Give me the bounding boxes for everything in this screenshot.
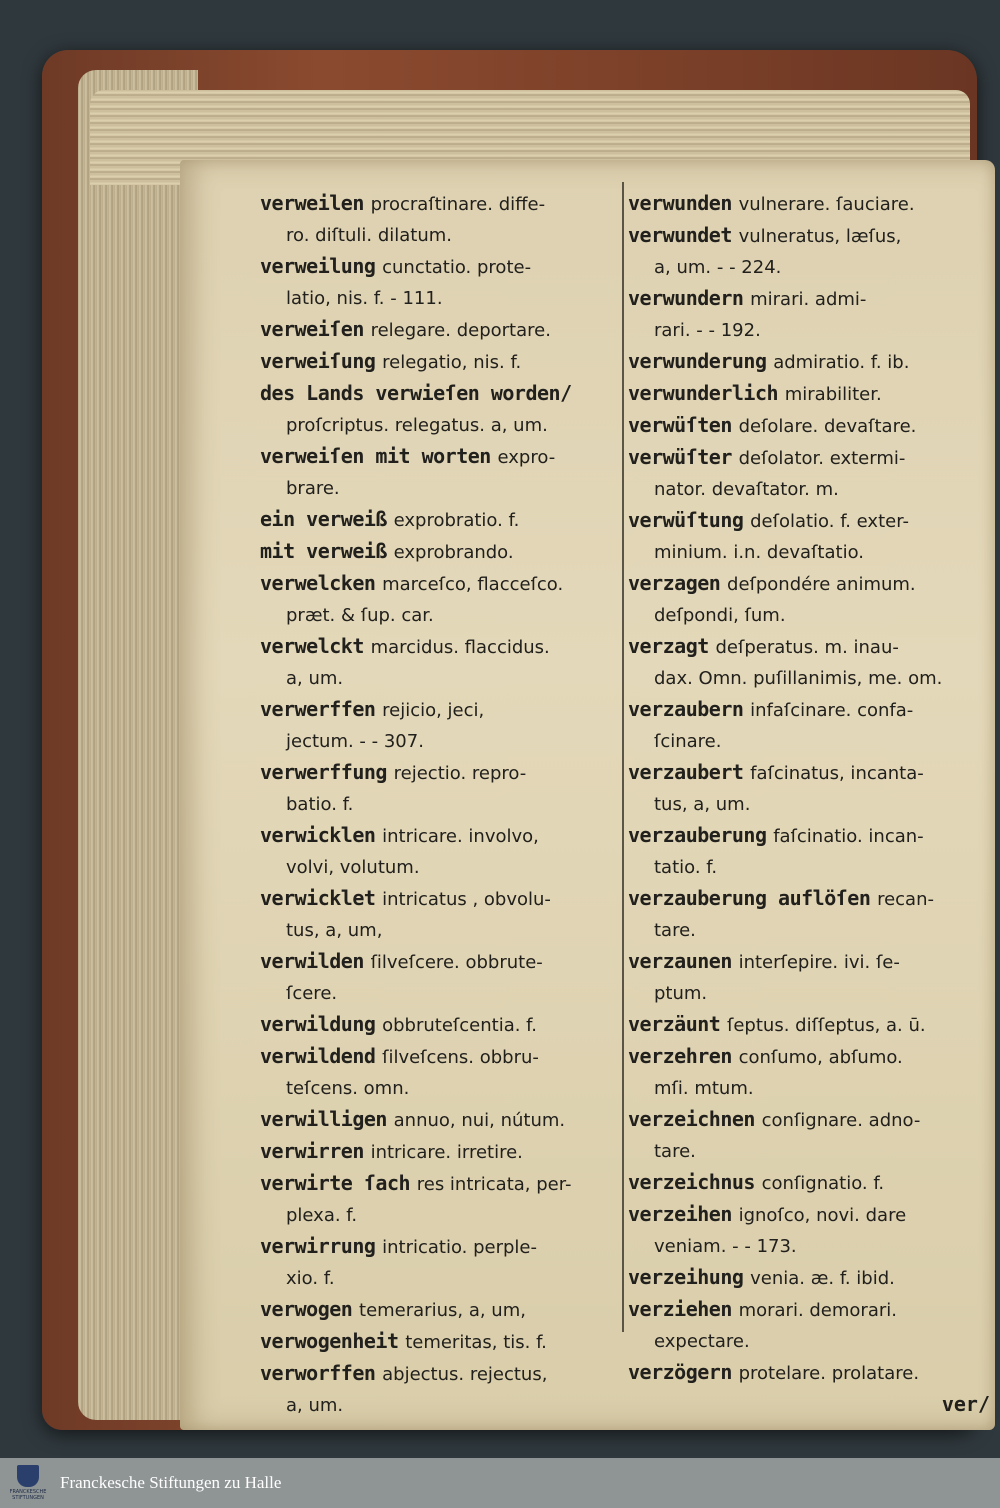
- entry-definition: cunctatio. prote-: [382, 257, 532, 278]
- dictionary-entry: [260, 1168, 620, 1200]
- dictionary-entry: [260, 1104, 620, 1136]
- entry-definition: procraſtinare. diffe-: [370, 194, 546, 215]
- dictionary-entry: [260, 946, 620, 978]
- entry-headword: verwirte ſach: [260, 1171, 411, 1195]
- entry-headword: verzauberung: [628, 823, 767, 847]
- entry-headword: verzeichnen: [628, 1107, 755, 1131]
- dictionary-entry: [260, 441, 620, 473]
- entry-headword: verzeihung: [628, 1265, 744, 1289]
- dictionary-entry: [628, 378, 990, 410]
- entry-definition: admiratio. f. ib.: [773, 352, 910, 373]
- column-divider: [622, 182, 624, 1332]
- entry-continuation: præt. & ſup. car.: [286, 605, 434, 626]
- entry-definition: exprobrando.: [393, 542, 514, 563]
- entry-definition: temerarius, a, um,: [359, 1300, 526, 1321]
- entry-headword: ein verweiß: [260, 507, 387, 531]
- entry-definition: conſignare. adno-: [761, 1110, 921, 1131]
- entry-continuation: tus, a, um,: [286, 920, 383, 941]
- entry-continuation: xio. f.: [286, 1268, 335, 1289]
- dictionary-entry: [628, 883, 990, 915]
- dictionary-entry: [260, 1326, 620, 1358]
- left-column: [260, 188, 620, 1421]
- entry-continuation: nator. devaſtator. m.: [654, 479, 839, 500]
- dictionary-entry: [628, 568, 990, 600]
- entry-definition: ignoſco, novi. dare: [738, 1205, 907, 1226]
- entry-headword: verzeichnus: [628, 1170, 755, 1194]
- entry-definition: conſignatio. f.: [761, 1173, 885, 1194]
- entry-headword: verzaubert: [628, 760, 744, 784]
- entry-headword: verwunden: [628, 191, 732, 215]
- entry-headword: verzagt: [628, 634, 709, 658]
- entry-definition: intricatio. perple-: [382, 1237, 537, 1258]
- entry-definition: intricare. irretire.: [370, 1142, 523, 1163]
- entry-definition: intricare. involvo,: [382, 826, 539, 847]
- entry-headword: verwicklet: [260, 886, 376, 910]
- entry-headword: verzäunt: [628, 1012, 721, 1036]
- entry-definition: ſilveſcere. obbrute-: [370, 952, 543, 973]
- dictionary-entry: [628, 694, 990, 726]
- entry-continuation: deſpondi, ſum.: [654, 605, 786, 626]
- dictionary-entry: [260, 1358, 620, 1390]
- entry-continuation: brare.: [286, 478, 340, 499]
- entry-headword: verweiſung: [260, 349, 376, 373]
- entry-definition: vulneratus, læſus,: [738, 226, 902, 247]
- entry-headword: verwerffen: [260, 697, 376, 721]
- dictionary-entry: [628, 283, 990, 315]
- dictionary-entry: [260, 188, 620, 220]
- entry-continuation: ptum.: [654, 983, 708, 1004]
- dictionary-entry: [628, 410, 990, 442]
- entry-headword: verwelcken: [260, 571, 376, 595]
- entry-definition: deſolare. devaſtare.: [738, 416, 917, 437]
- dictionary-entry: [628, 1357, 990, 1389]
- entry-continuation: tare.: [654, 920, 696, 941]
- entry-headword: verzaunen: [628, 949, 732, 973]
- dictionary-entry: [628, 946, 990, 978]
- dictionary-entry: [628, 1294, 990, 1326]
- entry-headword: verwildung: [260, 1012, 376, 1036]
- entry-definition: recan-: [877, 889, 934, 910]
- dictionary-entry: [260, 536, 620, 568]
- entry-definition: deſperatus. m. inau-: [715, 637, 899, 658]
- dictionary-entry: [260, 1041, 620, 1073]
- entry-headword: verweilen: [260, 191, 364, 215]
- entry-definition: marcidus. flaccidus.: [370, 637, 550, 658]
- entry-headword: mit verweiß: [260, 539, 387, 563]
- entry-headword: verwunderlich: [628, 381, 779, 405]
- entry-headword: verwirren: [260, 1139, 364, 1163]
- entry-headword: verzögern: [628, 1360, 732, 1384]
- entry-definition: venia. æ. f. ibid.: [750, 1268, 895, 1289]
- entry-continuation: tare.: [654, 1141, 696, 1162]
- entry-definition: rejectio. repro-: [393, 763, 527, 784]
- entry-headword: verwerffung: [260, 760, 387, 784]
- entry-headword: verwelckt: [260, 634, 364, 658]
- entry-definition: vulnerare. ſauciare.: [738, 194, 915, 215]
- dictionary-entry: [628, 1104, 990, 1136]
- dictionary-entry: [260, 820, 620, 852]
- entry-continuation: volvi, volutum.: [286, 857, 420, 878]
- dictionary-entry: [628, 1167, 990, 1199]
- entry-definition: ſilveſcens. obbru-: [382, 1047, 539, 1068]
- entry-headword: verwundet: [628, 223, 732, 247]
- dictionary-entry: [628, 1262, 990, 1294]
- entry-headword: verweilung: [260, 254, 376, 278]
- entry-continuation: plexa. f.: [286, 1205, 358, 1226]
- dictionary-entry: [628, 346, 990, 378]
- catchword: ver/: [941, 1392, 990, 1416]
- entry-continuation: teſcens. omn.: [286, 1078, 410, 1099]
- dictionary-entry: [628, 631, 990, 663]
- entry-headword: verwilden: [260, 949, 364, 973]
- dictionary-entry: [260, 1136, 620, 1168]
- entry-definition: faſcinatio. incan-: [773, 826, 924, 847]
- entry-definition: intricatus , obvolu-: [382, 889, 551, 910]
- entry-continuation: a, um.: [286, 668, 344, 689]
- footer-title: Franckesche Stiftungen zu Halle: [60, 1473, 282, 1492]
- dictionary-entry: [260, 251, 620, 283]
- entry-definition: obbruteſcentia. f.: [382, 1015, 537, 1036]
- entry-headword: verweiſen: [260, 317, 364, 341]
- dictionary-entry: [628, 505, 990, 537]
- institution-logo[interactable]: [8, 1460, 48, 1506]
- book-page: [180, 160, 995, 1430]
- entry-definition: interſepire. ivi. ſe-: [738, 952, 900, 973]
- entry-definition: exprobratio. f.: [393, 510, 520, 531]
- entry-continuation: veniam. - - 173.: [654, 1236, 797, 1257]
- entry-definition: deſolatio. f. exter-: [750, 511, 909, 532]
- dictionary-entry: [260, 378, 620, 410]
- entry-headword: verwogenheit: [260, 1329, 399, 1353]
- entry-continuation: ſcinare.: [654, 731, 722, 752]
- dictionary-entry: [260, 1294, 620, 1326]
- entry-continuation: mſi. mtum.: [654, 1078, 754, 1099]
- dictionary-entry: [260, 1231, 620, 1263]
- entry-continuation: batio. f.: [286, 794, 354, 815]
- entry-definition: expro-: [497, 447, 556, 468]
- entry-definition: conſumo, abſumo.: [738, 1047, 903, 1068]
- entry-definition: protelare. prolatare.: [738, 1363, 920, 1384]
- dictionary-entry: [260, 631, 620, 663]
- dictionary-entry: [628, 757, 990, 789]
- entry-definition: relegatio, nis. f.: [382, 352, 522, 373]
- entry-headword: verwicklen: [260, 823, 376, 847]
- entry-definition: deſpondére animum.: [727, 574, 916, 595]
- dictionary-entry: [260, 314, 620, 346]
- dictionary-entry: [260, 346, 620, 378]
- entry-definition: mirari. admi-: [750, 289, 867, 310]
- dictionary-entry: [260, 568, 620, 600]
- entry-definition: res intricata, per-: [416, 1174, 572, 1195]
- entry-headword: des Lands verwieſen worden/: [260, 381, 572, 405]
- entry-continuation: dax. Omn. puſillanimis, me. om.: [654, 668, 943, 689]
- entry-headword: verwogen: [260, 1297, 353, 1321]
- dictionary-entry: [628, 1199, 990, 1231]
- dictionary-entry: [260, 504, 620, 536]
- entry-headword: verzehren: [628, 1044, 732, 1068]
- entry-headword: verwirrung: [260, 1234, 376, 1258]
- entry-definition: faſcinatus, incanta-: [750, 763, 924, 784]
- entry-continuation: a, um. - - 224.: [654, 257, 782, 278]
- entry-continuation: minium. i.n. devaſtatio.: [654, 542, 864, 563]
- entry-headword: verzagen: [628, 571, 721, 595]
- dictionary-entry: [628, 1009, 990, 1041]
- entry-headword: verwilligen: [260, 1107, 387, 1131]
- entry-continuation: proſcriptus. relegatus. a, um.: [286, 415, 548, 436]
- entry-headword: verworffen: [260, 1361, 376, 1385]
- entry-definition: ſeptus. diſſeptus, a. ū.: [727, 1015, 926, 1036]
- entry-headword: verwildend: [260, 1044, 376, 1068]
- entry-headword: verwundern: [628, 286, 744, 310]
- dictionary-entry: [628, 220, 990, 252]
- footer-bar: [0, 1458, 1000, 1508]
- entry-headword: verwunderung: [628, 349, 767, 373]
- entry-continuation: tus, a, um.: [654, 794, 751, 815]
- entry-definition: relegare. deportare.: [370, 320, 551, 341]
- entry-headword: verwüſtung: [628, 508, 744, 532]
- entry-headword: verwüſter: [628, 445, 732, 469]
- entry-definition: rejicio, jeci,: [382, 700, 485, 721]
- entry-continuation: tatio. f.: [654, 857, 718, 878]
- entry-continuation: ſcere.: [286, 983, 338, 1004]
- dictionary-entry: [260, 694, 620, 726]
- entry-definition: abjectus. rejectus,: [382, 1364, 548, 1385]
- entry-headword: verzaubern: [628, 697, 744, 721]
- right-column: [628, 188, 990, 1420]
- crest-icon: [17, 1465, 39, 1487]
- entry-headword: verzeihen: [628, 1202, 732, 1226]
- entry-definition: morari. demorari.: [738, 1300, 897, 1321]
- entry-definition: infaſcinare. confa-: [750, 700, 914, 721]
- entry-continuation: rari. - - 192.: [654, 320, 761, 341]
- entry-headword: verweiſen mit worten: [260, 444, 491, 468]
- dictionary-entry: [628, 1041, 990, 1073]
- entry-headword: verziehen: [628, 1297, 732, 1321]
- dictionary-entry: [260, 757, 620, 789]
- entry-continuation: expectare.: [654, 1331, 750, 1352]
- entry-headword: verzauberung auflöſen: [628, 886, 871, 910]
- entry-continuation: latio, nis. f. - 111.: [286, 288, 443, 309]
- entry-continuation: a, um.: [286, 1395, 344, 1416]
- dictionary-entry: [628, 442, 990, 474]
- dictionary-entry: [260, 1009, 620, 1041]
- logo-text: FRANCKESCHE STIFTUNGEN: [9, 1489, 47, 1501]
- entry-definition: deſolator. extermi-: [738, 448, 906, 469]
- entry-definition: temeritas, tis. f.: [405, 1332, 547, 1353]
- entry-definition: mirabiliter.: [784, 384, 882, 405]
- dictionary-entry: [260, 883, 620, 915]
- entry-headword: verwüſten: [628, 413, 732, 437]
- dictionary-entry: [628, 188, 990, 220]
- entry-continuation: jectum. - - 307.: [286, 731, 424, 752]
- dictionary-entry: [628, 820, 990, 852]
- entry-definition: annuo, nui, nútum.: [393, 1110, 566, 1131]
- entry-definition: marceſco, flacceſco.: [382, 574, 564, 595]
- entry-continuation: ro. diſtuli. dilatum.: [286, 225, 452, 246]
